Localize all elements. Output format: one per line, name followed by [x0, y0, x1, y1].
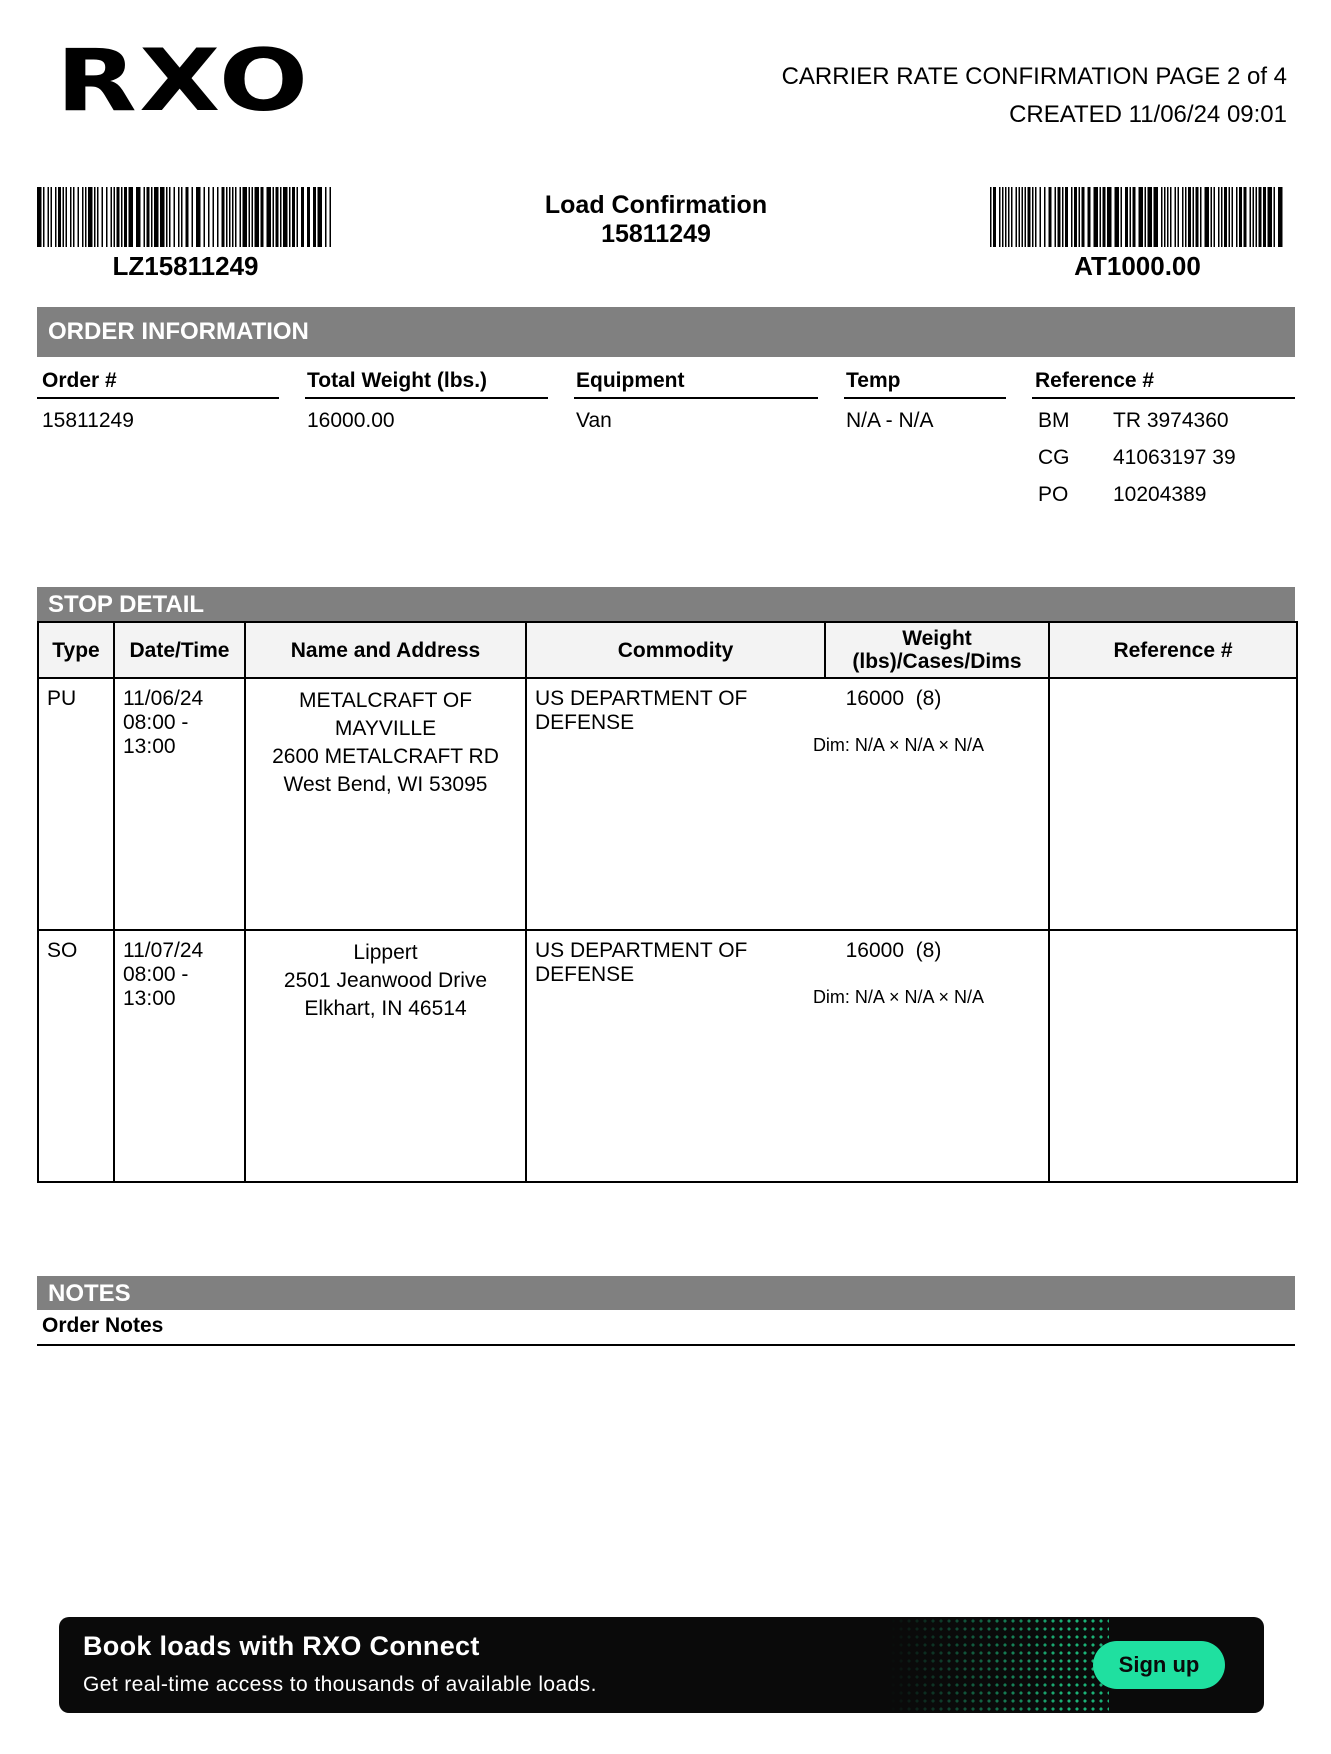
- temp-value: N/A - N/A: [846, 409, 934, 432]
- stop-detail-table: [37, 621, 1298, 1183]
- column-header-type: Type: [38, 622, 114, 678]
- banner-subtitle: Get real-time access to thousands of available loads.: [83, 1673, 597, 1696]
- equipment-value: Van: [576, 409, 612, 432]
- stop-datetime: [114, 678, 245, 930]
- stop-commodity-line2: DEFENSE: [535, 963, 635, 986]
- total-weight-header: Total Weight (lbs.): [305, 369, 548, 399]
- stop-dims: Dim: N/A × N/A × N/A: [812, 735, 984, 755]
- stop-detail-header: STOP DETAIL: [37, 587, 1295, 621]
- stop-dims: Dim: N/A × N/A × N/A: [812, 987, 984, 1007]
- stop-commodity-weight: [526, 678, 1049, 930]
- reference-value: 41063197 39: [1113, 446, 1236, 469]
- reference-value: 10204389: [1113, 483, 1207, 506]
- stop-date: 11/07/24: [123, 939, 204, 962]
- table-row: [38, 930, 1297, 1182]
- stop-commodity-line1: US DEPARTMENT OF: [535, 687, 748, 710]
- column-header-commodity: Commodity: [526, 622, 825, 678]
- stop-date: 11/06/24: [123, 687, 204, 710]
- stop-name-address: [245, 678, 526, 930]
- column-header-reference: Reference #: [1049, 622, 1297, 678]
- table-row: [38, 678, 1297, 930]
- rxo-logo: RXO: [56, 31, 311, 131]
- right-barcode-label: AT1000.00: [1074, 251, 1201, 281]
- order-notes-label: Order Notes: [42, 1314, 164, 1337]
- notes-header: NOTES: [37, 1276, 1295, 1310]
- order-information-header: ORDER INFORMATION: [37, 307, 1295, 357]
- stop-type: PU: [38, 678, 114, 930]
- stop-weight: 16000 (8): [845, 939, 942, 962]
- weight-header-line2: (lbs)/Cases/Dims: [852, 650, 1022, 673]
- stop-weight: 16000 (8): [845, 687, 942, 710]
- sign-up-button[interactable]: Sign up: [1093, 1641, 1225, 1689]
- created-timestamp: CREATED 11/06/24 09:01: [1009, 101, 1287, 128]
- page-info: CARRIER RATE CONFIRMATION PAGE 2 of 4: [781, 63, 1287, 90]
- load-confirmation-number: 15811249: [601, 220, 711, 248]
- total-weight-value: 16000.00: [307, 409, 395, 432]
- stop-street: 2501 Jeanwood Drive: [283, 969, 488, 992]
- stop-commodity-line2: DEFENSE: [535, 711, 635, 734]
- stop-name-line1: Lippert: [353, 941, 418, 964]
- stop-name-line2: MAYVILLE: [334, 717, 437, 740]
- rxo-connect-banner[interactable]: [59, 1617, 1264, 1713]
- stop-datetime: [114, 930, 245, 1182]
- column-header-datetime: Date/Time: [114, 622, 245, 678]
- stop-type: SO: [38, 930, 114, 1182]
- notes-divider: [37, 1344, 1295, 1346]
- reference-code: CG: [1038, 446, 1070, 469]
- equipment-header: Equipment: [574, 369, 818, 399]
- banner-title: Book loads with RXO Connect: [83, 1631, 480, 1661]
- left-barcode: [37, 187, 334, 247]
- left-barcode-label: LZ15811249: [112, 251, 259, 281]
- reference-header: Reference #: [1032, 369, 1295, 399]
- weight-header-line1: Weight: [902, 627, 972, 650]
- column-header-weight: [825, 622, 1049, 678]
- stop-time-end: 13:00: [123, 735, 176, 758]
- table-header-row: [38, 622, 1297, 678]
- stop-time-end: 13:00: [123, 987, 176, 1010]
- stop-street: 2600 METALCRAFT RD: [272, 745, 499, 768]
- order-number-value: 15811249: [42, 409, 134, 432]
- stop-commodity-line1: US DEPARTMENT OF: [535, 939, 748, 962]
- stop-reference: [1049, 930, 1297, 1182]
- column-header-name-address: Name and Address: [245, 622, 526, 678]
- temp-header: Temp: [844, 369, 1006, 399]
- stop-city: Elkhart, IN 46514: [304, 997, 467, 1020]
- order-number-header: Order #: [37, 369, 279, 399]
- reference-code: PO: [1038, 483, 1069, 506]
- reference-code: BM: [1038, 409, 1070, 432]
- stop-reference: [1049, 678, 1297, 930]
- stop-time-start: 08:00 -: [123, 963, 189, 986]
- stop-name-address: [245, 930, 526, 1182]
- stop-city: West Bend, WI 53095: [283, 773, 488, 796]
- load-confirmation-title: Load Confirmation: [544, 191, 768, 219]
- reference-value: TR 3974360: [1113, 409, 1229, 432]
- stop-commodity-weight: [526, 930, 1049, 1182]
- stop-time-start: 08:00 -: [123, 711, 189, 734]
- right-barcode: [990, 187, 1285, 247]
- dot-pattern-decoration: [889, 1617, 1109, 1713]
- stop-name-line1: METALCRAFT OF: [298, 689, 473, 712]
